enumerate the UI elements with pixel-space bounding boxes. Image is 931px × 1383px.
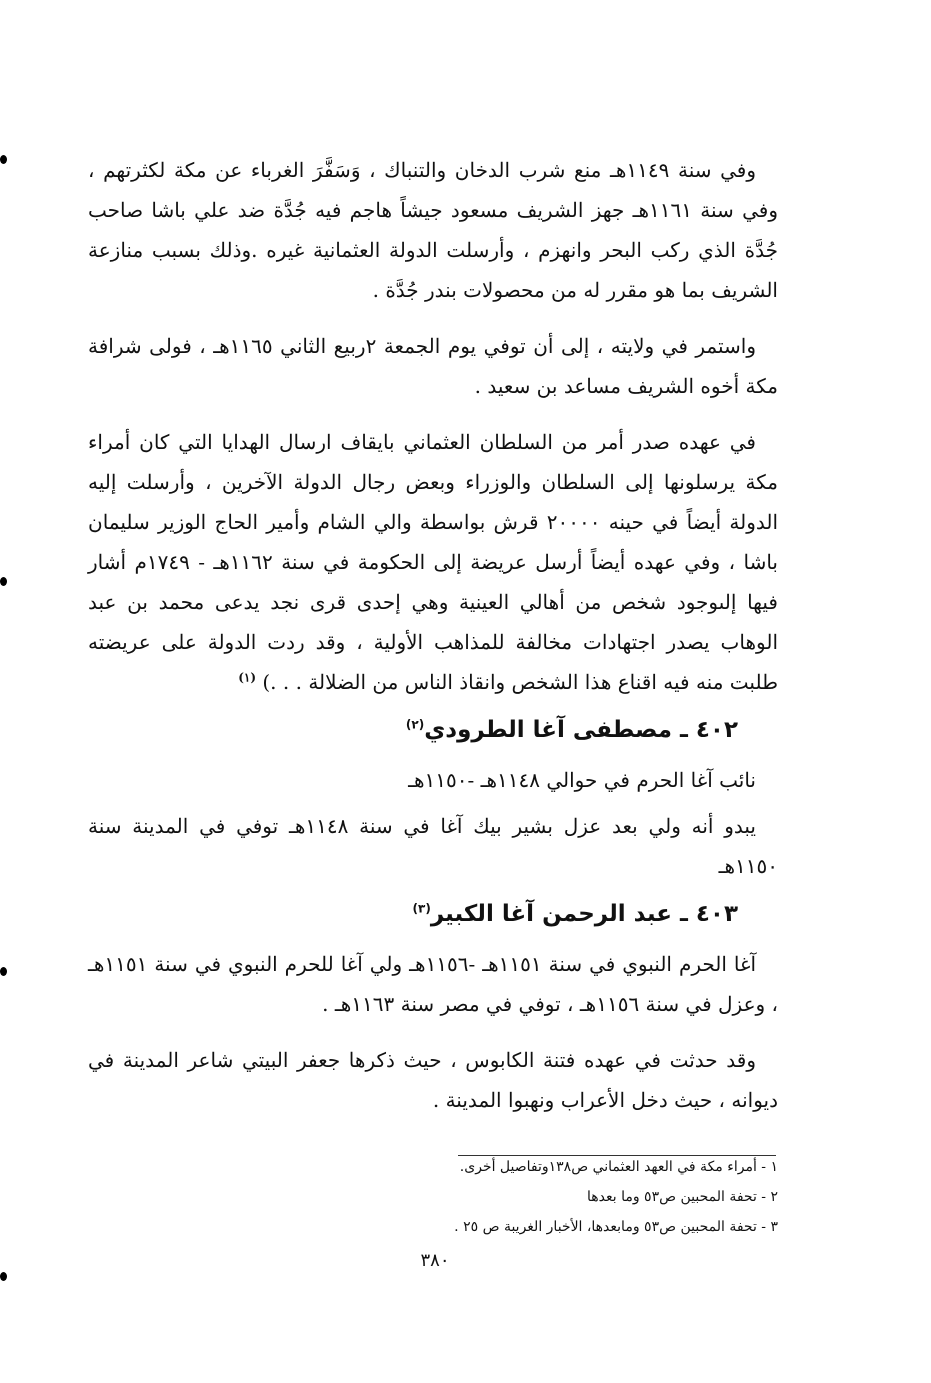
binding-hole-mark	[0, 577, 7, 586]
page-number: ٣٨٠	[420, 1250, 450, 1271]
paragraph-1: وفي سنة ١١٤٩هـ منع شرب الدخان والتنباك ، وَسَفَّرَ الغرباء عن مكة لكثرتهم ، وفي سنة ١١٦١هـ جهز الشريف مسعود جيشاً هاجم فيه جُدَّة ضد علي باشا صاحب جُدَّة الذي ركب البحر وانهزم ، وأرسلت الدولة العثمانية غيره .وذلك بسبب منازعة الشريف بما هو مقرر له من محصولات بندر جُدَّة .	[88, 158, 778, 302]
entry-403-paragraph-1: آغا الحرم النبوي في سنة ١١٥١هـ -١١٥٦هـ ولي آغا للحرم النبوي في سنة ١١٥١هـ ، وعزل في سنة ١١٥٦هـ ، توفي في مصر سنة ١١٦٣هـ .	[88, 952, 778, 1016]
footnote-ref-2: (٢)	[405, 717, 425, 732]
footnote-2: ٢ - تحفة المحبين ص٥٣ وما بعدها	[586, 1189, 778, 1205]
entry-403-title: ٤٠٣ ـ عبد الرحمن آغا الكبير	[430, 901, 738, 927]
footnote-ref-1: (١)	[238, 670, 257, 685]
entry-402-line-1: نائب آغا الحرم في حوالي ١١٤٨هـ -١١٥٠هـ	[408, 768, 756, 792]
entry-403-heading	[88, 892, 778, 936]
entry-402-heading	[88, 708, 778, 752]
footnote-1: ١ - أمراء مكة في العهد العثماني ص١٣٨وتفاصيل أخرى.	[459, 1159, 778, 1175]
footnote-3: ٣ - تحفة المحبين ص٥٣ ومابعدها، الأخبار الغريبة ص ٢٥ .	[454, 1219, 778, 1235]
footnotes	[88, 1152, 778, 1242]
paragraph-2: واستمر في ولايته ، إلى أن توفي يوم الجمعة ٢ربيع الثاني ١١٦٥هـ ، فولى شرافة مكة أخوه الشريف مساعد بن سعيد .	[88, 334, 778, 398]
entry-403-paragraph-2: وقد حدثت في عهده فتنة الكابوس ، حيث ذكرها جعفر البيتي شاعر المدينة في ديوانه ، حيث دخل الأعراب ونهبوا المدينة .	[88, 1048, 778, 1112]
binding-hole-mark	[0, 967, 7, 976]
binding-hole-mark	[0, 155, 7, 164]
paragraph-3	[88, 422, 778, 702]
binding-hole-mark	[0, 1272, 7, 1281]
entry-402-title: ٤٠٢ ـ مصطفى آغا الطرودي	[424, 717, 738, 743]
paragraph-3-text: في عهده صدر أمر من السلطان العثماني بايقاف ارسال الهدايا التي كان أمراء مكة يرسلونها إلى السلطان والوزراء وبعض رجال الدولة الآخرين ، وأرسلت إليه الدولة أيضاً في حينه ٢٠٠٠٠ قرش بواسطة والي الشام وأمير الحاج الوزير سليمان باشا ، وفي عهده أيضاً أرسل عريضة إلى الحكومة في سنة ١١٦٢هـ - ١٧٤٩م أشار فيها إلىوجود شخص من أهالي العينية وهي إحدى قرى نجد يدعى محمد بن عبد الوهاب يصدر اجتهادات مخالفة للمذاهب الأولية ، وقد ردت الدولة على عريضته طلبت منه فيه اقناع هذا الشخص وانقاذ الناس من الضلالة . . .)	[88, 430, 778, 694]
footnote-ref-3: (٣)	[412, 901, 431, 916]
entry-402-line-2: يبدو أنه ولي بعد عزل بشير بيك آغا في سنة ١١٤٨هـ توفي في المدينة سنة ١١٥٠هـ	[88, 814, 778, 878]
page-body	[88, 150, 778, 1136]
